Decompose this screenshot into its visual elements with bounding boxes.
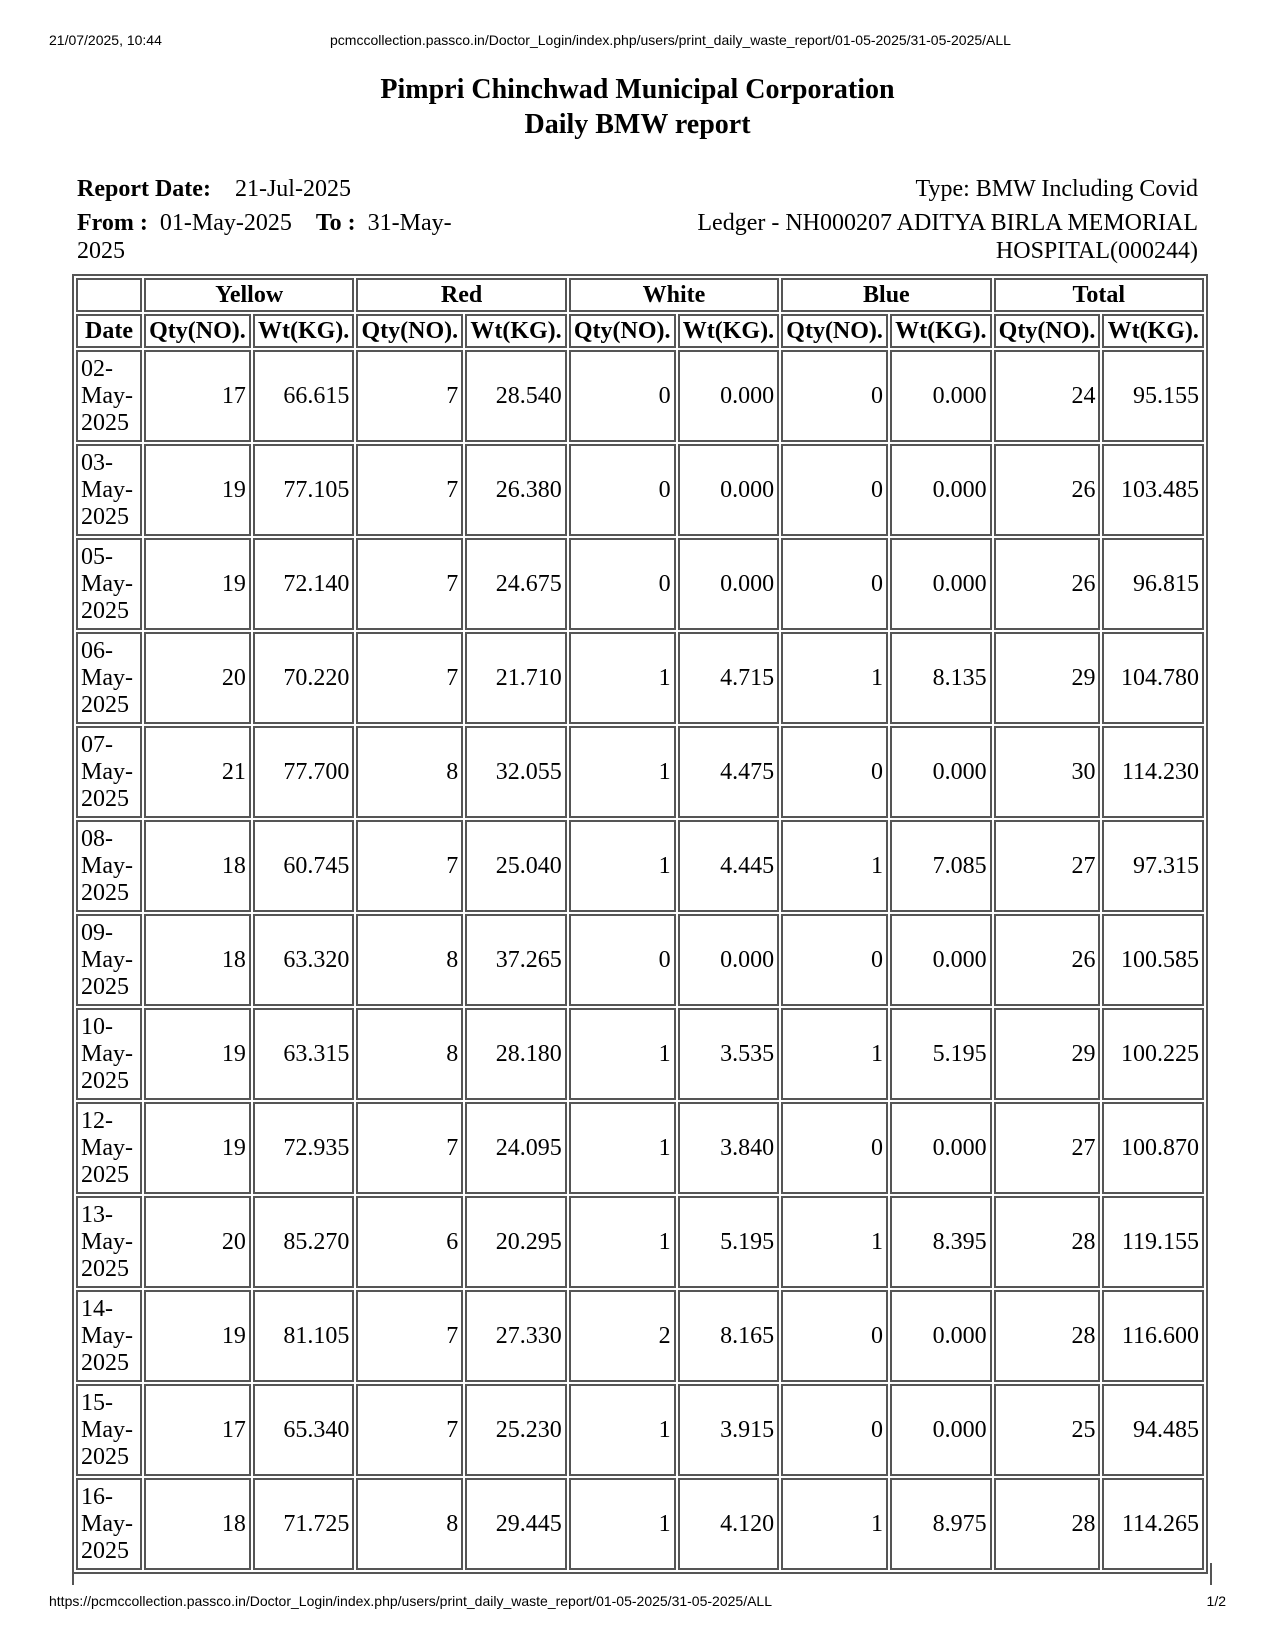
qty-cell: 19 (144, 1008, 251, 1100)
qty-cell: 1 (569, 726, 676, 818)
table-row (76, 1196, 1204, 1288)
table-row (76, 1478, 1204, 1570)
report-meta-right (638, 175, 1198, 265)
qty-cell: 0 (781, 1290, 888, 1382)
wt-cell: 96.815 (1102, 538, 1204, 630)
qty-cell: 0 (781, 444, 888, 536)
qty-cell: 18 (144, 1478, 251, 1570)
wt-cell: 119.155 (1102, 1196, 1204, 1288)
wt-cell: 77.105 (253, 444, 355, 536)
qty-cell: 21 (144, 726, 251, 818)
table-row (76, 350, 1204, 442)
column-header-row (76, 314, 1204, 348)
wt-cell: 28.180 (465, 1008, 567, 1100)
wt-column-header: Wt(KG). (253, 314, 355, 348)
wt-cell: 65.340 (253, 1384, 355, 1476)
wt-cell: 5.195 (890, 1008, 992, 1100)
wt-cell: 0.000 (890, 538, 992, 630)
report-type: Type: BMW Including Covid (915, 176, 1198, 202)
wt-cell: 3.915 (678, 1384, 780, 1476)
qty-column-header: Qty(NO). (781, 314, 888, 348)
qty-cell: 19 (144, 1102, 251, 1194)
table-row (76, 726, 1204, 818)
qty-cell: 0 (569, 914, 676, 1006)
date-column-header: Date (76, 314, 142, 348)
wt-cell: 20.295 (465, 1196, 567, 1288)
to-date-value: 31-May-2025 (77, 210, 452, 264)
table-row (76, 1384, 1204, 1476)
date-cell: 15- May- 2025 (76, 1384, 142, 1476)
qty-cell: 7 (356, 632, 463, 724)
wt-cell: 63.315 (253, 1008, 355, 1100)
qty-cell: 18 (144, 914, 251, 1006)
qty-cell: 1 (569, 1008, 676, 1100)
wt-cell: 100.585 (1102, 914, 1204, 1006)
qty-cell: 1 (781, 1478, 888, 1570)
date-cell: 14- May- 2025 (76, 1290, 142, 1382)
wt-cell: 37.265 (465, 914, 567, 1006)
qty-cell: 2 (569, 1290, 676, 1382)
qty-cell: 0 (569, 538, 676, 630)
footer-url: https://pcmccollection.passco.in/Doctor_Login/index.php/users/print_daily_waste_report/01-05-2025/31-05-2025/ALL (49, 1593, 772, 1609)
group-header-white: White (569, 278, 779, 312)
wt-cell: 8.395 (890, 1196, 992, 1288)
qty-column-header: Qty(NO). (569, 314, 676, 348)
wt-column-header: Wt(KG). (1102, 314, 1204, 348)
report-meta-left (77, 175, 497, 271)
table-row (76, 820, 1204, 912)
qty-cell: 0 (781, 538, 888, 630)
wt-cell: 0.000 (890, 350, 992, 442)
wt-cell: 4.445 (678, 820, 780, 912)
qty-cell: 6 (356, 1196, 463, 1288)
qty-cell: 7 (356, 350, 463, 442)
qty-cell: 1 (569, 1384, 676, 1476)
wt-cell: 72.140 (253, 538, 355, 630)
qty-cell: 28 (994, 1478, 1101, 1570)
qty-cell: 1 (781, 1196, 888, 1288)
wt-cell: 4.475 (678, 726, 780, 818)
wt-cell: 3.840 (678, 1102, 780, 1194)
table-row (76, 914, 1204, 1006)
qty-cell: 1 (781, 632, 888, 724)
wt-cell: 0.000 (890, 726, 992, 818)
qty-cell: 25 (994, 1384, 1101, 1476)
qty-cell: 17 (144, 350, 251, 442)
date-cell: 07- May- 2025 (76, 726, 142, 818)
wt-cell: 21.710 (465, 632, 567, 724)
to-label: To : (315, 210, 356, 236)
wt-cell: 0.000 (890, 1384, 992, 1476)
qty-cell: 29 (994, 1008, 1101, 1100)
table-continuation (72, 1563, 1212, 1585)
date-cell: 12- May- 2025 (76, 1102, 142, 1194)
wt-cell: 0.000 (678, 538, 780, 630)
wt-cell: 28.540 (465, 350, 567, 442)
date-cell: 05- May- 2025 (76, 538, 142, 630)
qty-cell: 8 (356, 1478, 463, 1570)
wt-cell: 24.095 (465, 1102, 567, 1194)
wt-cell: 4.715 (678, 632, 780, 724)
wt-cell: 100.225 (1102, 1008, 1204, 1100)
wt-cell: 8.165 (678, 1290, 780, 1382)
wt-cell: 85.270 (253, 1196, 355, 1288)
ledger-info: Ledger - NH000207 ADITYA BIRLA MEMORIAL HOSPITAL(000244) (697, 210, 1198, 264)
from-label: From : (77, 210, 148, 236)
qty-cell: 0 (569, 444, 676, 536)
qty-column-header: Qty(NO). (994, 314, 1101, 348)
wt-cell: 32.055 (465, 726, 567, 818)
qty-cell: 0 (781, 914, 888, 1006)
wt-cell: 29.445 (465, 1478, 567, 1570)
wt-cell: 63.320 (253, 914, 355, 1006)
wt-cell: 8.135 (890, 632, 992, 724)
date-cell: 08- May- 2025 (76, 820, 142, 912)
qty-cell: 19 (144, 538, 251, 630)
qty-cell: 8 (356, 914, 463, 1006)
wt-cell: 5.195 (678, 1196, 780, 1288)
print-url: pcmccollection.passco.in/Doctor_Login/index.php/users/print_daily_waste_report/01-05-2025/31-05-2025/ALL (330, 32, 1011, 48)
print-datetime: 21/07/2025, 10:44 (49, 32, 162, 48)
wt-cell: 103.485 (1102, 444, 1204, 536)
wt-cell: 116.600 (1102, 1290, 1204, 1382)
wt-cell: 27.330 (465, 1290, 567, 1382)
wt-cell: 77.700 (253, 726, 355, 818)
qty-cell: 28 (994, 1290, 1101, 1382)
qty-cell: 7 (356, 1384, 463, 1476)
wt-cell: 70.220 (253, 632, 355, 724)
title-report-name: Daily BMW report (524, 109, 751, 140)
qty-cell: 7 (356, 1290, 463, 1382)
qty-cell: 7 (356, 1102, 463, 1194)
qty-cell: 1 (569, 632, 676, 724)
qty-cell: 19 (144, 1290, 251, 1382)
wt-column-header: Wt(KG). (890, 314, 992, 348)
wt-cell: 0.000 (890, 914, 992, 1006)
qty-cell: 30 (994, 726, 1101, 818)
wt-cell: 25.230 (465, 1384, 567, 1476)
qty-cell: 26 (994, 538, 1101, 630)
wt-cell: 25.040 (465, 820, 567, 912)
group-header-red: Red (356, 278, 566, 312)
qty-cell: 26 (994, 914, 1101, 1006)
wt-column-header: Wt(KG). (465, 314, 567, 348)
qty-cell: 17 (144, 1384, 251, 1476)
group-header-row (76, 278, 1204, 312)
wt-cell: 0.000 (678, 914, 780, 1006)
wt-cell: 114.265 (1102, 1478, 1204, 1570)
wt-cell: 81.105 (253, 1290, 355, 1382)
date-cell: 06- May- 2025 (76, 632, 142, 724)
qty-cell: 1 (781, 1008, 888, 1100)
qty-cell: 7 (356, 820, 463, 912)
wt-cell: 66.615 (253, 350, 355, 442)
date-cell: 16- May- 2025 (76, 1478, 142, 1570)
wt-cell: 94.485 (1102, 1384, 1204, 1476)
wt-cell: 8.975 (890, 1478, 992, 1570)
wt-cell: 24.675 (465, 538, 567, 630)
wt-cell: 7.085 (890, 820, 992, 912)
table-row (76, 1008, 1204, 1100)
wt-cell: 26.380 (465, 444, 567, 536)
qty-cell: 18 (144, 820, 251, 912)
wt-cell: 114.230 (1102, 726, 1204, 818)
wt-cell: 0.000 (678, 444, 780, 536)
qty-cell: 0 (781, 726, 888, 818)
wt-cell: 71.725 (253, 1478, 355, 1570)
qty-cell: 27 (994, 1102, 1101, 1194)
qty-cell: 26 (994, 444, 1101, 536)
table-row (76, 1102, 1204, 1194)
qty-cell: 0 (781, 1102, 888, 1194)
wt-cell: 0.000 (890, 444, 992, 536)
qty-cell: 1 (569, 1102, 676, 1194)
page-number: 1/2 (1206, 1593, 1226, 1609)
qty-cell: 1 (569, 1196, 676, 1288)
wt-cell: 97.315 (1102, 820, 1204, 912)
qty-cell: 0 (569, 350, 676, 442)
report-date-value: 21-Jul-2025 (234, 176, 351, 202)
qty-cell: 8 (356, 726, 463, 818)
table-row (76, 444, 1204, 536)
wt-cell: 0.000 (890, 1102, 992, 1194)
qty-cell: 24 (994, 350, 1101, 442)
wt-cell: 3.535 (678, 1008, 780, 1100)
table-row (76, 538, 1204, 630)
from-date-value: 01-May-2025 (159, 210, 292, 236)
report-date-label: Report Date: (77, 176, 211, 202)
wt-cell: 72.935 (253, 1102, 355, 1194)
wt-cell: 4.120 (678, 1478, 780, 1570)
wt-cell: 0.000 (678, 350, 780, 442)
wt-cell: 104.780 (1102, 632, 1204, 724)
qty-cell: 1 (569, 1478, 676, 1570)
group-header-yellow: Yellow (144, 278, 354, 312)
date-cell: 02- May- 2025 (76, 350, 142, 442)
date-cell: 13- May- 2025 (76, 1196, 142, 1288)
qty-column-header: Qty(NO). (144, 314, 251, 348)
table-body (76, 350, 1204, 1570)
wt-cell: 95.155 (1102, 350, 1204, 442)
title-organization: Pimpri Chinchwad Municipal Corporation (380, 74, 895, 105)
qty-cell: 27 (994, 820, 1101, 912)
qty-cell: 20 (144, 632, 251, 724)
wt-cell: 60.745 (253, 820, 355, 912)
date-cell: 03- May- 2025 (76, 444, 142, 536)
wt-cell: 100.870 (1102, 1102, 1204, 1194)
wt-column-header: Wt(KG). (678, 314, 780, 348)
table-row (76, 1290, 1204, 1382)
qty-cell: 20 (144, 1196, 251, 1288)
qty-cell: 28 (994, 1196, 1101, 1288)
date-cell: 10- May- 2025 (76, 1008, 142, 1100)
qty-cell: 7 (356, 538, 463, 630)
empty-header-cell (76, 278, 142, 312)
qty-cell: 7 (356, 444, 463, 536)
table-row (76, 632, 1204, 724)
qty-cell: 8 (356, 1008, 463, 1100)
wt-cell: 0.000 (890, 1290, 992, 1382)
qty-cell: 0 (781, 350, 888, 442)
qty-cell: 0 (781, 1384, 888, 1476)
qty-cell: 19 (144, 444, 251, 536)
group-header-blue: Blue (781, 278, 991, 312)
qty-cell: 1 (781, 820, 888, 912)
qty-column-header: Qty(NO). (356, 314, 463, 348)
qty-cell: 29 (994, 632, 1101, 724)
group-header-total: Total (994, 278, 1204, 312)
bmw-report-table (72, 274, 1208, 1574)
qty-cell: 1 (569, 820, 676, 912)
report-title (0, 72, 1275, 142)
date-cell: 09- May- 2025 (76, 914, 142, 1006)
